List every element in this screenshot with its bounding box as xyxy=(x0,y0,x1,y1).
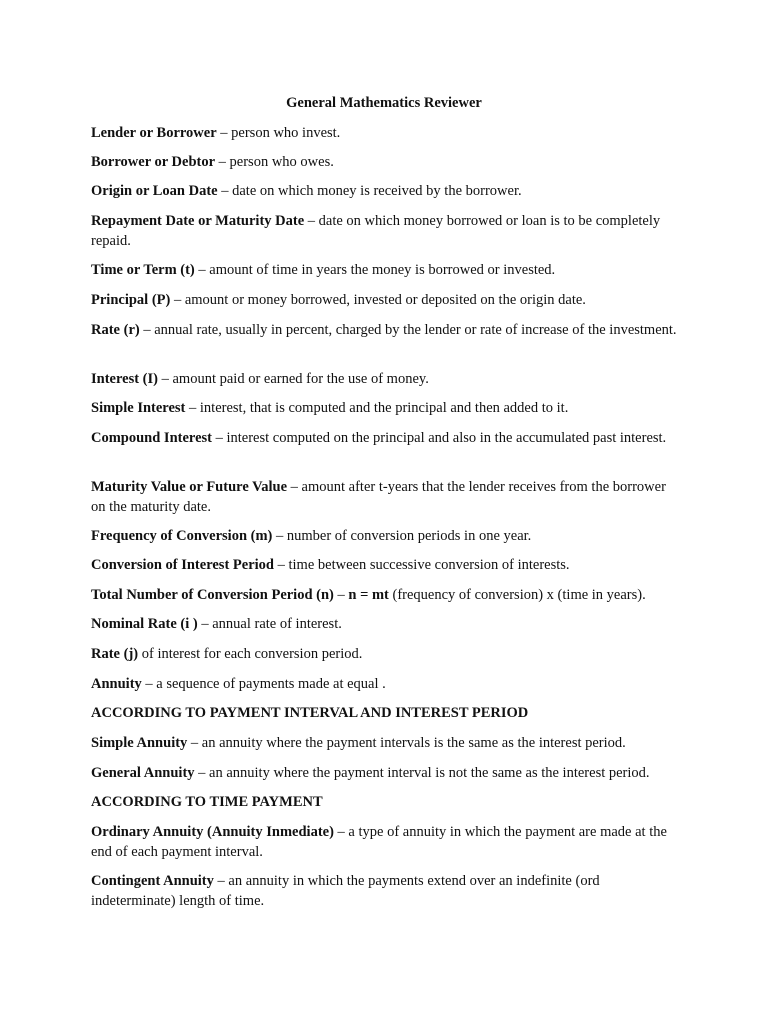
document-title: General Mathematics Reviewer xyxy=(286,95,482,111)
entry-term: Rate (j) xyxy=(91,646,139,662)
entry-definition: – a sequence of payments made at equal . xyxy=(141,676,386,692)
entry-definition: – an annuity in which the payments extend over an indefinite (ord indeterminate) length of time. xyxy=(91,873,600,909)
entry-term: Principal (P) xyxy=(91,292,171,308)
entry-repayment-date xyxy=(91,211,681,251)
entry-maturity-value xyxy=(91,477,681,517)
entry-rate-j xyxy=(91,644,681,664)
entry-definition: – amount of time in years the money is borrowed or invested. xyxy=(194,262,556,278)
entry-principal xyxy=(91,290,681,310)
entry-definition: – annual rate of interest. xyxy=(197,616,342,632)
entry-time-or-term xyxy=(91,260,681,280)
entry-origin-or-loan-date xyxy=(91,181,681,201)
entry-definition-continued: (frequency of conversion) x (time in years). xyxy=(388,587,646,603)
entry-term: Ordinary Annuity (Annuity Inmediate) xyxy=(91,824,334,840)
entry-term: Rate (r) xyxy=(91,322,140,338)
entry-term: Time or Term (t) xyxy=(91,262,195,278)
entry-definition: – amount or money borrowed, invested or deposited on the origin date. xyxy=(170,292,586,308)
entry-annuity xyxy=(91,674,681,694)
entry-total-number-of-conversion-period xyxy=(91,585,681,605)
entry-nominal-rate xyxy=(91,614,681,634)
entry-term: General Annuity xyxy=(91,765,195,781)
entry-rate-r xyxy=(91,320,681,340)
entry-contingent-annuity xyxy=(91,871,681,911)
entry-term: Maturity Value or Future Value xyxy=(91,479,288,495)
entry-term: Conversion of Interest Period xyxy=(91,557,274,573)
section-heading-payment-interval: ACCORDING TO PAYMENT INTERVAL AND INTEREST PERIOD xyxy=(91,705,529,721)
entry-definition: – interest, that is computed and the principal and then added to it. xyxy=(185,400,569,416)
entry-simple-annuity xyxy=(91,733,681,753)
entry-simple-interest xyxy=(91,398,681,418)
entry-definition: – an annuity where the payment intervals is the same as the interest period. xyxy=(187,735,626,751)
entry-definition: – an annuity where the payment interval is not the same as the interest period. xyxy=(194,765,650,781)
entry-definition: – date on which money is received by the borrower. xyxy=(217,183,522,199)
entry-term: Simple Interest xyxy=(91,400,186,416)
entry-term: Lender or Borrower xyxy=(91,125,217,141)
entry-ordinary-annuity xyxy=(91,822,681,862)
entry-term: Contingent Annuity xyxy=(91,873,214,889)
entry-definition: – time between successive conversion of interests. xyxy=(273,557,570,573)
entry-definition: – xyxy=(333,587,349,603)
entry-term: Simple Annuity xyxy=(91,735,188,751)
entry-definition: – person who invest. xyxy=(216,125,341,141)
entry-definition: – interest computed on the principal and also in the accumulated past interest. xyxy=(211,430,667,446)
entry-conversion-of-interest-period xyxy=(91,555,681,575)
entry-formula: n = mt xyxy=(348,587,389,603)
entry-term: Borrower or Debtor xyxy=(91,154,216,170)
entry-interest xyxy=(91,369,681,389)
entry-definition: – number of conversion periods in one year. xyxy=(272,528,532,544)
entry-frequency-of-conversion xyxy=(91,526,681,546)
entry-compound-interest xyxy=(91,428,681,448)
entry-general-annuity xyxy=(91,763,681,783)
entry-term: Repayment Date or Maturity Date xyxy=(91,213,305,229)
entry-term: Origin or Loan Date xyxy=(91,183,218,199)
entry-definition: – amount after t-years that the lender receives from the borrower on the maturity date. xyxy=(91,479,666,515)
entry-borrower-or-debtor xyxy=(91,152,681,172)
entry-definition: – amount paid or earned for the use of money. xyxy=(157,371,429,387)
entry-definition: – date on which money borrowed or loan is to be completely repaid. xyxy=(91,213,661,249)
entry-term: Compound Interest xyxy=(91,430,212,446)
entry-definition: of interest for each conversion period. xyxy=(138,646,363,662)
entry-term: Interest (I) xyxy=(91,371,158,387)
entry-term: Frequency of Conversion (m) xyxy=(91,528,273,544)
entry-definition: – person who owes. xyxy=(215,154,334,170)
entry-lender-or-borrower xyxy=(91,123,681,143)
entry-term: Total Number of Conversion Period (n) xyxy=(91,587,334,603)
entry-definition: – a type of annuity in which the payment are made at the end of each payment interval. xyxy=(91,824,667,860)
entry-definition: – annual rate, usually in percent, charged by the lender or rate of increase of the investment. xyxy=(139,322,677,338)
section-heading-time-payment: ACCORDING TO TIME PAYMENT xyxy=(91,794,323,810)
entry-term: Nominal Rate (i ) xyxy=(91,616,198,632)
entry-term: Annuity xyxy=(91,676,142,692)
